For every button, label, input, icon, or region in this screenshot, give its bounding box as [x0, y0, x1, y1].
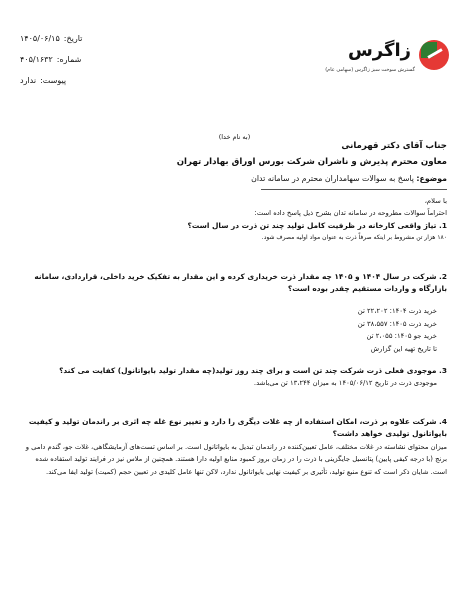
subject-text: پاسخ به سوالات سهامداران محترم در سامانه تدان — [251, 174, 414, 183]
spacer — [22, 355, 447, 365]
spacer — [22, 390, 447, 416]
recipient-title: معاون محترم پذیرش و ناشران شرکت بورس اوراق بهادار تهران — [176, 157, 447, 167]
company-logo — [325, 40, 449, 84]
logo-emblem-icon — [419, 40, 449, 70]
answer-3: موجودی ذرت در تاریخ ۱۴۰۵/۰۶/۱۲ به میزان ۱۳،۲۴۴ تن می‌باشد. — [253, 379, 437, 388]
date-row — [20, 28, 120, 49]
subject-line — [251, 173, 447, 185]
answer-2-line-4: تا تاریخ تهیه این گزارش — [370, 344, 437, 353]
spacer — [22, 295, 447, 305]
answer-2-line-1: خرید ذرت ۱۴۰۴: ۲۲،۲۰۲ تن — [357, 307, 437, 316]
answer-1: ۱۸۰ هزار تن مشروط بر اینکه صرفاً ذرت به عنوان مواد اولیه مصرف شود. — [261, 234, 447, 242]
answer-4: میزان محتوای نشاسته در غلات مختلف، عامل تعیین‌کننده در راندمان تبدیل به بایواتانول است. بر اساس تست‌های آزمایشگاهی، غلات جو، گندم دامی و برنج (با درجه کیفی پایین) پتانسیل جایگزینی با ذرت را در زمان بروز کمبود منابع اولیه دارا هستند. همچنین از ملاس نیز در فرایند تولید استفاده شده است. شایان ذکر است که تنوع منبع تولید، تأثیری بر کیفیت نهایی بایواتانول ندارد، لاکن تنها عامل کلیدی در تعیین حجم (کمیت) تولید ایفا می‌کند. — [25, 442, 447, 476]
spacer — [22, 245, 447, 271]
number-value: ۴۰۵/۱۶۳۲ — [20, 55, 53, 64]
logo-subtitle: گسترش سوخت سبز زاگرس (سهامی عام) — [325, 67, 415, 73]
basmala: (به نام خدا) — [218, 133, 251, 141]
number-row — [20, 49, 120, 70]
answer-2-line-2: خرید ذرت ۱۴۰۵: ۳۸،۵۵۷ تن — [357, 319, 437, 328]
attachment-label: پیوست: — [40, 76, 67, 85]
question-3: 3. موجودی فعلی ذرت شرکت چند تن است و برای چند روز تولید(چه مقدار تولید بایواتانول) کفایت می کند؟ — [59, 366, 447, 376]
question-2: 2. شرکت در سال ۱۴۰۴ و ۱۴۰۵ چه مقدار ذرت خریداری کرده و این مقدار به تفکیک خرید داخلی، قراردادی، سامانه بازارگاه و واردات مستقیم چقدر بوده است؟ — [34, 271, 447, 294]
question-4: 4. شرکت علاوه بر ذرت، امکان استفاده از چه غلات دیگری را دارد و تغییر نوع غله چه اثری بر راندمان تولید و کیفیت بایواتانول تولیدی خواهد داشت؟ — [28, 416, 447, 439]
letter-body — [22, 195, 447, 478]
subject-label: موضوع: — [416, 174, 447, 183]
date-label: تاریخ: — [63, 34, 83, 43]
date-value: ۱۴۰۵/۰۶/۱۵ — [20, 34, 60, 43]
attachment-value: ندارد — [20, 76, 37, 85]
subject-underline — [261, 189, 447, 190]
logo-name: زاگرس — [347, 40, 411, 61]
recipient-name: جناب آقای دکتر قهرمانی — [341, 141, 447, 151]
greeting: با سلام، — [424, 197, 447, 205]
recipient-block — [27, 138, 447, 170]
number-label: شماره: — [56, 55, 82, 64]
letter-meta — [20, 28, 120, 91]
answer-2-line-3: خرید جو ۱۴۰۵: ۲،۰۵۵ تن — [366, 332, 437, 341]
intro-text: احتراماً سوالات مطروحه در سامانه تدان بشرح ذیل پاسخ داده است: — [254, 209, 447, 218]
question-1: 1. تیاژ واقعی کارخانه در ظرفیت کامل تولید چند تن ذرت در سال است؟ — [187, 220, 447, 230]
attachment-row — [20, 70, 120, 91]
